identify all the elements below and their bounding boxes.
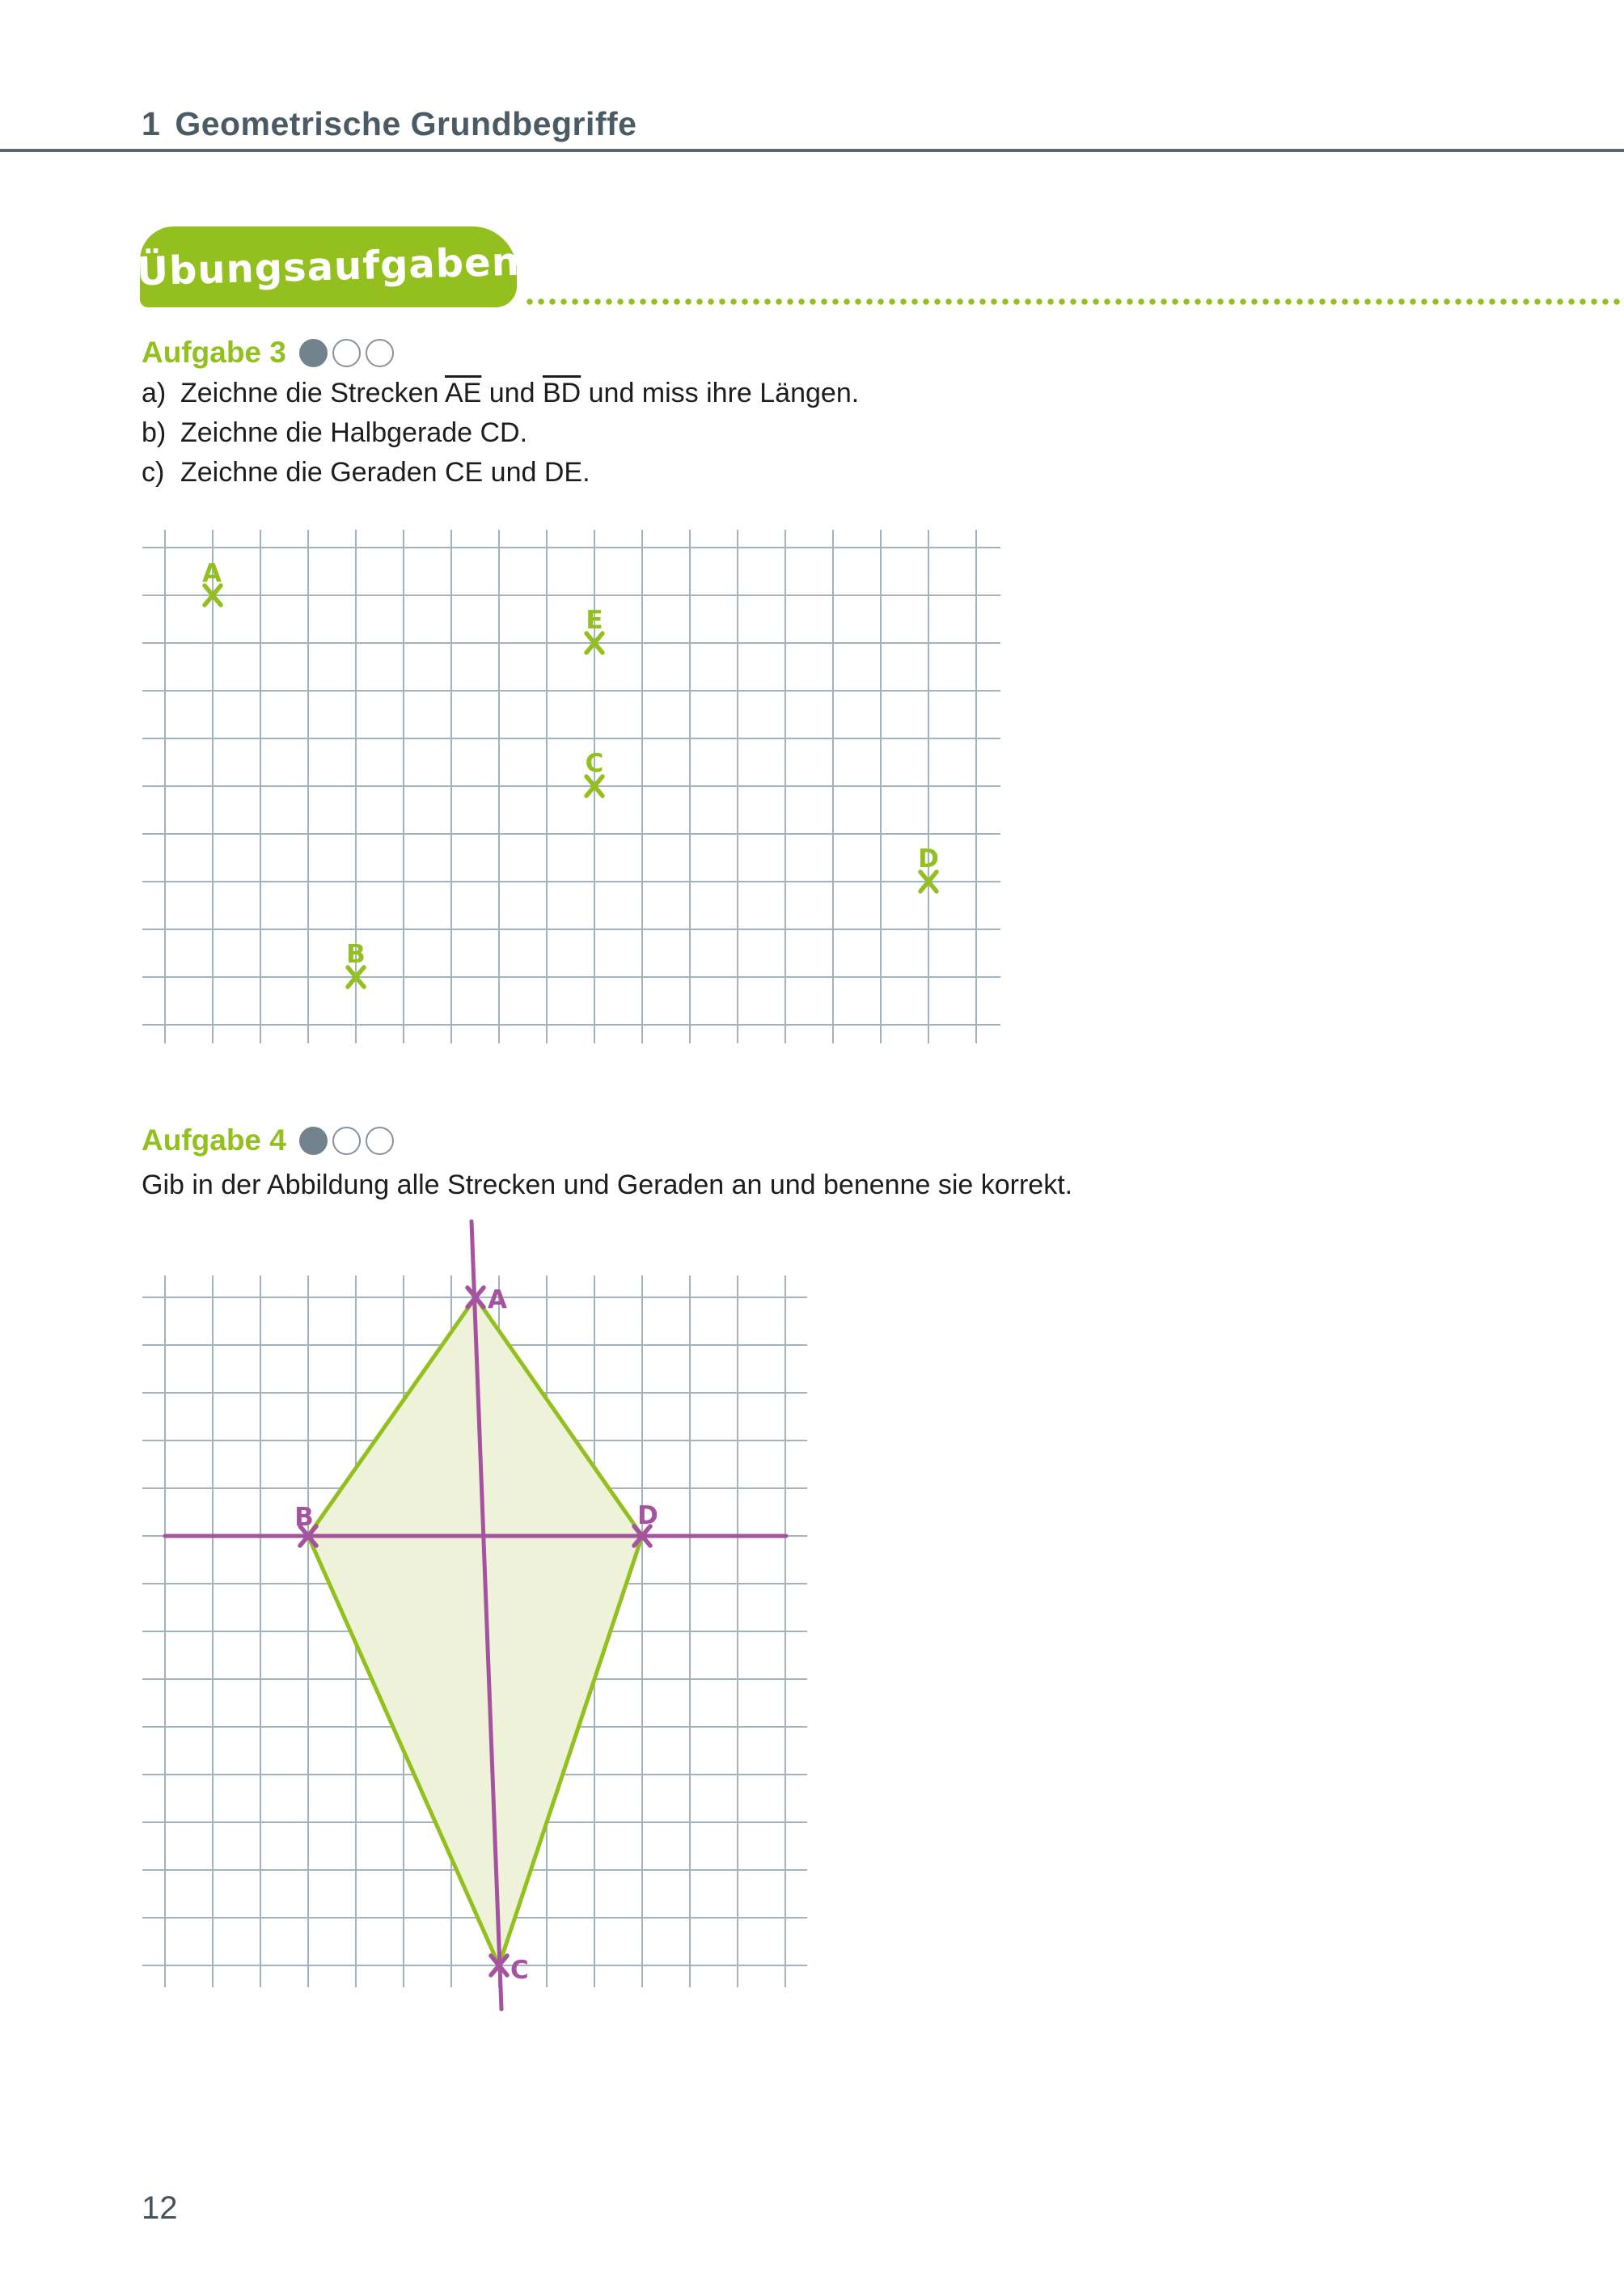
exercise3-task-list — [142, 374, 859, 493]
kite-shape — [308, 1297, 642, 1965]
difficulty-dot — [299, 339, 328, 367]
point-E-label: E — [586, 606, 603, 635]
point-C-label: C — [510, 1956, 529, 1985]
point-A-label: A — [488, 1285, 507, 1314]
exercise4-task: Gib in der Abbildung alle Strecken und Geraden an und benenne sie korrekt. — [142, 1170, 1073, 1200]
task-text: Zeichne die Geraden CE und DE. — [180, 457, 590, 488]
point-B-label: B — [294, 1503, 314, 1532]
difficulty-dot — [332, 339, 361, 367]
header-rule — [0, 149, 1624, 152]
exercise3-label: Aufgabe 3 — [142, 336, 286, 369]
task-line — [142, 374, 859, 413]
difficulty-dot — [366, 1127, 394, 1155]
point-C-label: C — [585, 749, 604, 778]
page-number: 12 — [142, 2190, 178, 2226]
point-D-label: D — [918, 844, 939, 874]
exercise4-difficulty-dots — [299, 1127, 399, 1155]
section-badge-label: Übungsaufgaben — [136, 239, 521, 295]
difficulty-dot — [366, 339, 394, 367]
task-prefix: c) — [142, 457, 165, 488]
figure1-grid-points — [129, 522, 1011, 1051]
task-text: Zeichne die Halbgerade CD. — [180, 417, 528, 448]
dotted-separator — [524, 298, 1624, 306]
chapter-number: 1 — [142, 105, 161, 142]
figure2-kite — [129, 1217, 857, 2018]
chapter-title: Geometrische Grundbegriffe — [175, 105, 637, 142]
task-text: Zeichne die Strecken $\overline{AE}$ und $\overline{BD}$ und miss ihre Längen. — [180, 378, 860, 408]
difficulty-dot — [332, 1127, 361, 1155]
exercise4-label: Aufgabe 4 — [142, 1123, 286, 1157]
point-A-label: A — [202, 559, 222, 588]
point-B-label: B — [346, 940, 366, 969]
point-D-label: D — [637, 1501, 658, 1530]
exercise4-heading — [142, 1123, 399, 1158]
difficulty-dot — [299, 1127, 328, 1155]
exercise3-heading — [142, 335, 399, 370]
task-line — [142, 453, 859, 493]
task-prefix: b) — [142, 417, 167, 448]
section-badge — [136, 226, 521, 307]
task-prefix: a) — [142, 378, 167, 408]
exercise3-difficulty-dots — [299, 339, 399, 367]
page-header — [142, 105, 636, 143]
task-line — [142, 413, 859, 453]
